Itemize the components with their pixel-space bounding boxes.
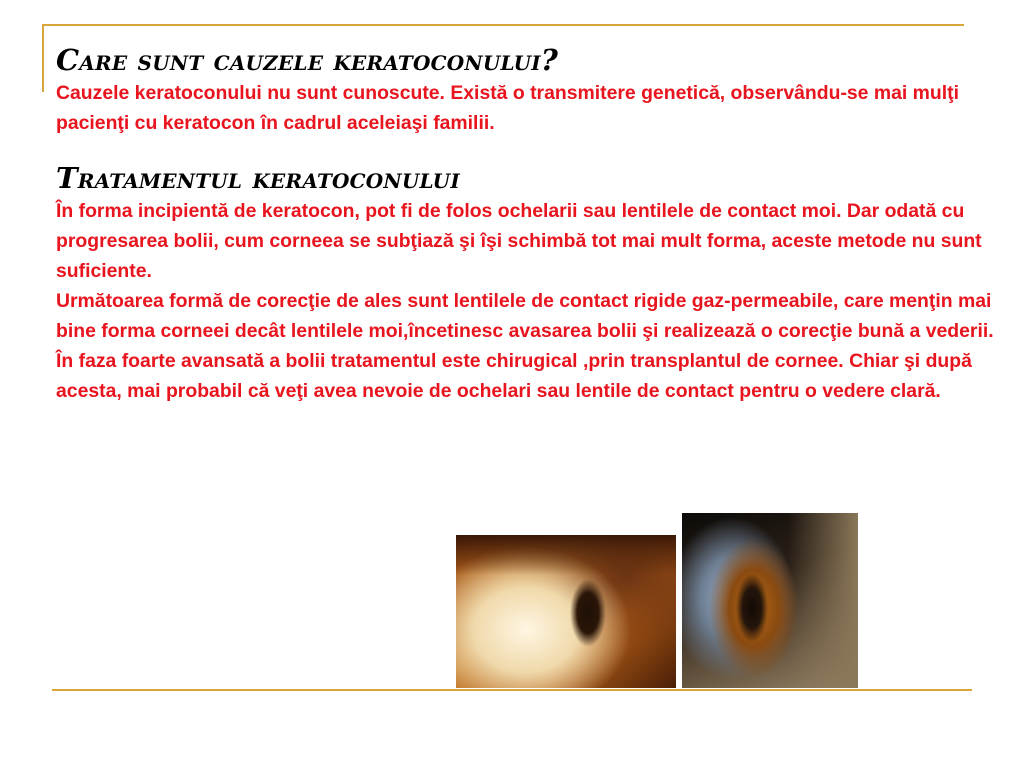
bottom-decorative-rule <box>52 689 972 691</box>
keratoconus-eye-side-view-photo <box>456 535 676 688</box>
paragraph-treatment-early: În forma incipientă de keratocon, pot fi de folos ochelarii sau lentilele de contact moi. Dar odată cu progresarea bolii, cum corneea se subţiază şi îşi schimbă tot mai mult forma, aceste metode nu sunt suficiente. <box>56 200 982 282</box>
paragraph-causes: Cauzele keratoconului nu sunt cunoscute. Există o transmitere genetică, observându-se mai mulţi pacienţi cu keratocon în cadrul aceleiaşi familii. <box>56 82 959 134</box>
heading-treatment: Tratamentul keratoconului <box>56 161 460 195</box>
paragraph-treatment-rgp-lenses: Următoarea formă de corecţie de ales sunt lentilele de contact rigide gaz-permeabile, care menţin mai bine forma corneei decât lentilele moi,încetinesc avasarea bolii şi realizează o corecţie bună a vederii. <box>56 290 994 342</box>
keratoconus-cone-profile-photo <box>682 513 858 688</box>
heading-causes: Care sunt cauzele keratoconului? <box>56 43 559 77</box>
paragraph-treatment-surgery: În faza foarte avansată a bolii tratamentul este chirugical ,prin transplantul de cornee. Chiar şi după acesta, mai probabil că veţi avea nevoie de ochelari sau lentile de contact pentru o vedere clară. <box>56 350 972 402</box>
left-decorative-rule <box>42 24 44 92</box>
top-decorative-rule <box>44 24 964 26</box>
slide-content <box>56 42 1011 406</box>
